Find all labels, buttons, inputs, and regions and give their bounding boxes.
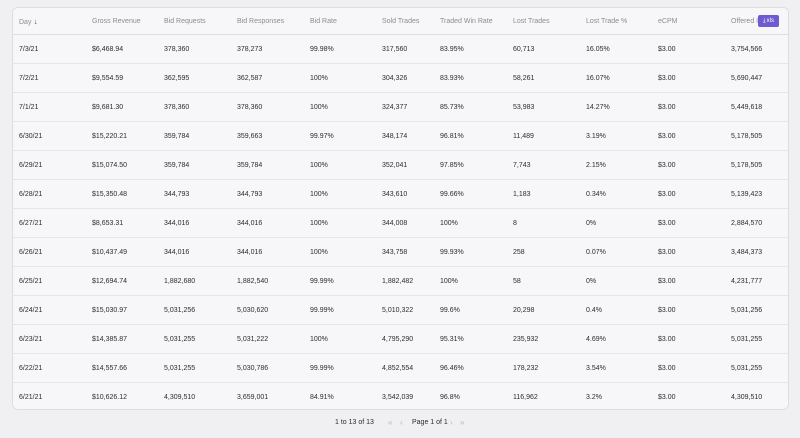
cell-gross-revenue: $12,694.74 [92, 278, 128, 285]
table-row[interactable] [13, 122, 788, 151]
cell-bid-rate: 100% [310, 249, 328, 256]
first-page-icon[interactable]: « [388, 418, 393, 427]
cell-ecpm: $3.00 [658, 133, 676, 140]
cell-gross-revenue: $9,554.59 [92, 75, 124, 82]
next-page-icon[interactable]: › [450, 418, 453, 427]
cell-bid-responses: 359,784 [237, 162, 263, 169]
cell-day: 7/2/21 [19, 75, 39, 82]
cell-gross-revenue: $10,437.49 [92, 249, 128, 256]
prev-page-icon[interactable]: ‹ [400, 418, 403, 427]
cell-bid-rate: 100% [310, 191, 328, 198]
cell-gross-revenue: $15,074.50 [92, 162, 128, 169]
cell-gross-revenue: $15,220.21 [92, 133, 128, 140]
cell-bid-rate: 99.97% [310, 133, 334, 140]
cell-offered: 5,031,255 [731, 336, 763, 343]
cell-bid-rate: 99.99% [310, 278, 334, 285]
cell-bid-requests: 1,882,680 [164, 278, 196, 285]
cell-bid-responses: 3,659,001 [237, 394, 269, 401]
cell-bid-requests: 344,016 [164, 249, 190, 256]
column-header-lost-trade-pct[interactable]: Lost Trade % [586, 18, 628, 25]
cell-lost-trade-pct: 16.07% [586, 75, 610, 82]
cell-traded-win-rate: 96.46% [440, 365, 464, 372]
cell-lost-trades: 8 [513, 220, 517, 227]
table-row[interactable] [13, 35, 788, 64]
cell-sold-trades: 348,174 [382, 133, 408, 140]
cell-traded-win-rate: 83.95% [440, 46, 464, 53]
cell-gross-revenue: $10,626.12 [92, 394, 128, 401]
cell-lost-trade-pct: 3.2% [586, 394, 602, 401]
cell-bid-responses: 378,360 [237, 104, 263, 111]
cell-sold-trades: 343,758 [382, 249, 408, 256]
cell-bid-requests: 5,031,255 [164, 336, 196, 343]
table-row[interactable] [13, 267, 788, 296]
cell-day: 6/29/21 [19, 162, 43, 169]
cell-gross-revenue: $15,030.97 [92, 307, 128, 314]
cell-bid-rate: 84.91% [310, 394, 334, 401]
pagination-bar [0, 414, 800, 432]
cell-gross-revenue: $6,468.94 [92, 46, 124, 53]
grid-header [13, 8, 788, 35]
cell-day: 6/23/21 [19, 336, 43, 343]
cell-offered: 4,309,510 [731, 394, 763, 401]
cell-ecpm: $3.00 [658, 75, 676, 82]
cell-ecpm: $3.00 [658, 336, 676, 343]
cell-bid-requests: 362,595 [164, 75, 190, 82]
cell-bid-rate: 99.99% [310, 307, 334, 314]
cell-lost-trades: 58 [513, 278, 521, 285]
cell-gross-revenue: $14,557.66 [92, 365, 128, 372]
cell-lost-trade-pct: 2.15% [586, 162, 606, 169]
cell-sold-trades: 1,882,482 [382, 278, 414, 285]
cell-bid-requests: 378,360 [164, 104, 190, 111]
cell-lost-trades: 1,183 [513, 191, 531, 198]
cell-lost-trade-pct: 0.34% [586, 191, 606, 198]
cell-lost-trade-pct: 0.4% [586, 307, 602, 314]
cell-traded-win-rate: 95.31% [440, 336, 464, 343]
cell-sold-trades: 344,008 [382, 220, 408, 227]
cell-bid-requests: 344,016 [164, 220, 190, 227]
cell-bid-rate: 100% [310, 336, 328, 343]
download-icon: ⤓ [763, 18, 766, 24]
cell-lost-trade-pct: 4.69% [586, 336, 606, 343]
cell-sold-trades: 304,326 [382, 75, 408, 82]
cell-day: 6/22/21 [19, 365, 43, 372]
cell-bid-requests: 359,784 [164, 162, 190, 169]
table-row[interactable] [13, 296, 788, 325]
cell-bid-rate: 100% [310, 75, 328, 82]
cell-ecpm: $3.00 [658, 220, 676, 227]
cell-lost-trade-pct: 16.05% [586, 46, 610, 53]
cell-gross-revenue: $14,385.87 [92, 336, 128, 343]
cell-sold-trades: 317,560 [382, 46, 408, 53]
cell-lost-trade-pct: 3.54% [586, 365, 606, 372]
cell-ecpm: $3.00 [658, 162, 676, 169]
cell-bid-responses: 344,793 [237, 191, 263, 198]
cell-lost-trades: 60,713 [513, 46, 535, 53]
cell-sold-trades: 352,041 [382, 162, 408, 169]
cell-ecpm: $3.00 [658, 191, 676, 198]
column-header-offered[interactable]: Offered I [731, 18, 759, 25]
cell-traded-win-rate: 83.93% [440, 75, 464, 82]
cell-offered: 5,178,505 [731, 133, 763, 140]
column-header-ecpm[interactable]: eCPM [658, 18, 678, 25]
cell-day: 6/26/21 [19, 249, 43, 256]
cell-day: 6/30/21 [19, 133, 43, 140]
cell-lost-trade-pct: 0.07% [586, 249, 606, 256]
cell-ecpm: $3.00 [658, 104, 676, 111]
table-row[interactable] [13, 209, 788, 238]
cell-lost-trades: 7,743 [513, 162, 531, 169]
column-header-bid-responses[interactable]: Bid Responses [237, 18, 285, 25]
cell-ecpm: $3.00 [658, 278, 676, 285]
cell-traded-win-rate: 100% [440, 278, 458, 285]
cell-traded-win-rate: 96.81% [440, 133, 464, 140]
cell-traded-win-rate: 99.66% [440, 191, 464, 198]
cell-day: 6/28/21 [19, 191, 43, 198]
cell-sold-trades: 3,542,039 [382, 394, 414, 401]
cell-bid-responses: 359,663 [237, 133, 263, 140]
cell-offered: 5,178,505 [731, 162, 763, 169]
cell-day: 6/25/21 [19, 278, 43, 285]
cell-traded-win-rate: 99.93% [440, 249, 464, 256]
cell-ecpm: $3.00 [658, 46, 676, 53]
cell-gross-revenue: $15,350.48 [92, 191, 128, 198]
cell-ecpm: $3.00 [658, 394, 676, 401]
grid-body [13, 35, 788, 410]
cell-lost-trades: 53,983 [513, 104, 535, 111]
table-row[interactable] [13, 93, 788, 122]
export-xls-button[interactable]: ⤓xls [758, 15, 779, 27]
cell-offered: 3,754,566 [731, 46, 763, 53]
table-row[interactable] [13, 238, 788, 267]
cell-offered: 5,139,423 [731, 191, 763, 198]
cell-bid-responses: 344,016 [237, 220, 263, 227]
page-indicator: Page 1 of 1 [412, 419, 448, 426]
cell-bid-requests: 4,309,510 [164, 394, 196, 401]
cell-bid-responses: 5,030,786 [237, 365, 269, 372]
cell-offered: 4,231,777 [731, 278, 763, 285]
cell-offered: 3,484,373 [731, 249, 763, 256]
cell-sold-trades: 4,795,290 [382, 336, 414, 343]
cell-traded-win-rate: 96.8% [440, 394, 460, 401]
cell-bid-responses: 1,882,540 [237, 278, 269, 285]
cell-day: 6/27/21 [19, 220, 43, 227]
table-row[interactable] [13, 180, 788, 209]
cell-bid-requests: 344,793 [164, 191, 190, 198]
column-header-lost-trades[interactable]: Lost Trades [513, 18, 550, 25]
cell-bid-rate: 99.99% [310, 365, 334, 372]
cell-bid-requests: 359,784 [164, 133, 190, 140]
cell-offered: 5,449,618 [731, 104, 763, 111]
cell-lost-trades: 11,489 [513, 133, 534, 140]
cell-bid-rate: 100% [310, 162, 328, 169]
table-row[interactable] [13, 383, 788, 410]
table-row[interactable] [13, 64, 788, 93]
cell-bid-responses: 5,031,222 [237, 336, 269, 343]
cell-ecpm: $3.00 [658, 249, 676, 256]
data-grid [12, 7, 789, 410]
cell-sold-trades: 343,610 [382, 191, 408, 198]
last-page-icon[interactable]: » [460, 418, 465, 427]
column-header-bid-rate[interactable]: Bid Rate [310, 18, 337, 25]
cell-ecpm: $3.00 [658, 365, 676, 372]
cell-lost-trade-pct: 14.27% [586, 104, 610, 111]
cell-bid-responses: 5,030,620 [237, 307, 269, 314]
column-header-traded-win-rate[interactable]: Traded Win Rate [440, 18, 493, 25]
cell-traded-win-rate: 99.6% [440, 307, 460, 314]
cell-sold-trades: 324,377 [382, 104, 408, 111]
arrow-down-icon: ↓ [33, 17, 38, 26]
cell-bid-rate: 100% [310, 104, 328, 111]
cell-bid-responses: 378,273 [237, 46, 263, 53]
cell-traded-win-rate: 85.73% [440, 104, 464, 111]
cell-bid-requests: 5,031,255 [164, 365, 196, 372]
cell-day: 6/21/21 [19, 394, 43, 401]
cell-bid-responses: 344,016 [237, 249, 263, 256]
cell-traded-win-rate: 100% [440, 220, 458, 227]
column-header-sold-trades[interactable]: Sold Trades [382, 18, 420, 25]
cell-bid-rate: 100% [310, 220, 328, 227]
cell-sold-trades: 4,852,554 [382, 365, 414, 372]
column-header-gross-revenue[interactable]: Gross Revenue [92, 18, 141, 25]
table-row[interactable] [13, 354, 788, 383]
cell-day: 6/24/21 [19, 307, 43, 314]
cell-day: 7/3/21 [19, 46, 39, 53]
cell-bid-requests: 5,031,256 [164, 307, 196, 314]
cell-lost-trade-pct: 0% [586, 220, 597, 227]
cell-traded-win-rate: 97.85% [440, 162, 464, 169]
cell-offered: 5,690,447 [731, 75, 763, 82]
cell-lost-trade-pct: 3.19% [586, 133, 606, 140]
cell-gross-revenue: $9,681.30 [92, 104, 124, 111]
cell-gross-revenue: $8,653.31 [92, 220, 124, 227]
table-row[interactable] [13, 325, 788, 354]
cell-bid-requests: 378,360 [164, 46, 190, 53]
table-row[interactable] [13, 151, 788, 180]
cell-ecpm: $3.00 [658, 307, 676, 314]
cell-offered: 5,031,255 [731, 365, 763, 372]
cell-bid-rate: 99.98% [310, 46, 334, 53]
column-header-day[interactable]: Day ↓ [19, 17, 38, 26]
cell-lost-trades: 258 [513, 249, 525, 256]
cell-lost-trades: 20,298 [513, 307, 535, 314]
cell-lost-trades: 178,232 [513, 365, 539, 372]
cell-lost-trades: 235,932 [513, 336, 539, 343]
cell-lost-trades: 116,962 [513, 394, 538, 401]
cell-lost-trades: 58,261 [513, 75, 535, 82]
cell-offered: 5,031,256 [731, 307, 763, 314]
cell-bid-responses: 362,587 [237, 75, 263, 82]
cell-lost-trade-pct: 0% [586, 278, 597, 285]
cell-sold-trades: 5,010,322 [382, 307, 414, 314]
cell-offered: 2,884,570 [731, 220, 763, 227]
row-count-summary: 1 to 13 of 13 [335, 419, 374, 426]
column-header-bid-requests[interactable]: Bid Requests [164, 18, 206, 25]
cell-day: 7/1/21 [19, 104, 39, 111]
